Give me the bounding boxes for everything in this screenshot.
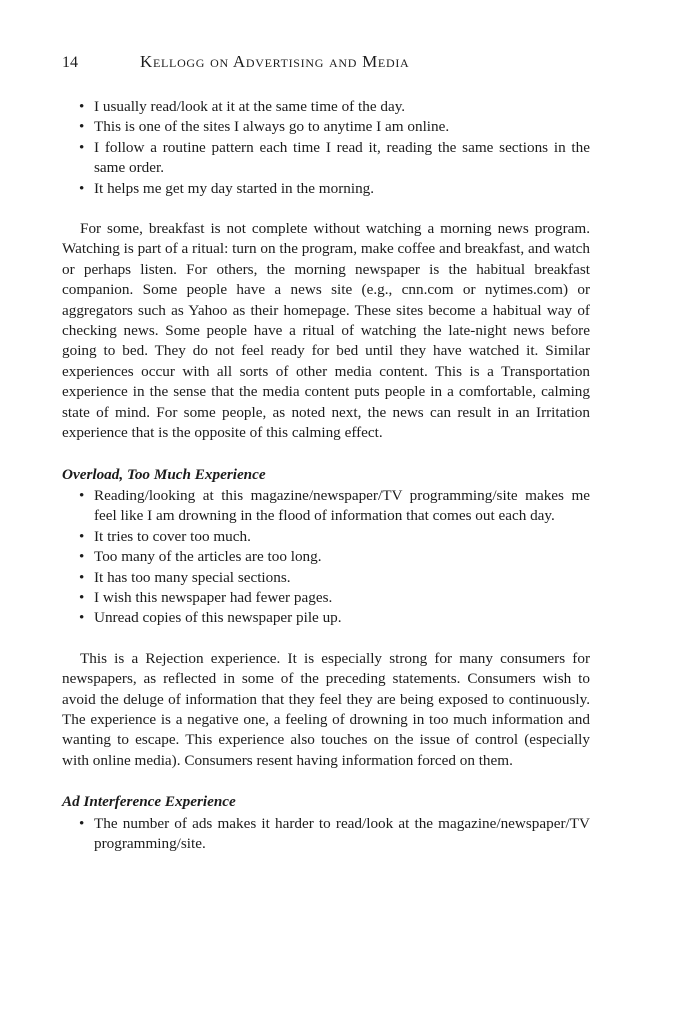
list-item-text: The number of ads makes it harder to read/look at the magazine/newspaper/TV programming/site. <box>94 814 590 852</box>
list-item <box>62 486 590 527</box>
list-item-text: Unread copies of this newspaper pile up. <box>94 609 342 627</box>
page-number: 14 <box>62 54 78 71</box>
bullet-icon: • <box>79 118 85 136</box>
bullet-icon: • <box>79 98 85 115</box>
list-item-text: It has too many special sections. <box>94 568 291 586</box>
list-item <box>62 179 590 199</box>
list-item-text: It tries to cover too much. <box>94 527 251 545</box>
bullet-icon: • <box>79 138 85 156</box>
body-paragraph-rejection: This is a Rejection experience. It is especially strong for many consumers for newspapers, as reflected in some of the preceding statements. Consumers wish to avoid the deluge of information that they feel they are being exposed to continuously. The experience is a negative one, a feeling of drowning in too much information and wanting to escape. This experience also touches on the issue of control (especially with online media). Consumers resent having information forced on them. <box>62 649 590 769</box>
bullet-list-overload <box>62 486 590 629</box>
section-heading-overload: Overload, Too Much Experience <box>62 465 266 483</box>
list-item-text: This is one of the sites I always go to anytime I am online. <box>94 118 450 136</box>
list-item-text: Too many of the articles are too long. <box>94 548 322 566</box>
list-item <box>62 97 590 117</box>
list-item-text: I follow a routine pattern each time I read it, reading the same sections in the same order. <box>94 138 590 177</box>
bullet-icon: • <box>79 609 85 627</box>
list-item-text: It helps me get my day started in the morning. <box>94 179 375 197</box>
document-page <box>62 52 590 854</box>
bullet-icon: • <box>79 568 85 586</box>
list-item <box>62 568 590 588</box>
list-item <box>62 608 590 628</box>
list-item <box>62 547 590 567</box>
bullet-icon: • <box>79 814 85 832</box>
list-item <box>62 588 590 608</box>
bullet-icon: • <box>79 486 85 504</box>
page-header <box>62 52 590 78</box>
section-heading-ad-interference: Ad Interference Experience <box>62 793 236 811</box>
running-title: Kellogg on Advertising and Media <box>140 52 410 71</box>
list-item-text: I wish this newspaper had fewer pages. <box>94 588 333 606</box>
bullet-list-habit <box>62 97 590 199</box>
bullet-icon: • <box>79 527 85 545</box>
list-item <box>62 814 590 855</box>
body-paragraph-ritual: For some, breakfast is not complete without watching a morning news program. Watching is part of a ritual: turn on the program, make coffee and breakfast, and watch or perhaps listen. For others, the morning newspaper is the habitual breakfast companion. Some people have a news site (e.g., cnn.com or nytimes.com) or aggregators such as Yahoo as their homepage. These sites become a habitual way of checking news. Some people have a ritual of watching the late-night news before going to bed. They do not feel ready for bed until they have watched it. Similar experiences occur with all sorts of other media content. This is a Transportation experience in the sense that the media content puts people in a comfortable, calming state of mind. For some people, as noted next, the news can result in an Irritation experience that is the opposite of this calming effect. <box>62 220 590 442</box>
list-item <box>62 138 590 179</box>
list-item <box>62 117 590 137</box>
bullet-icon: • <box>79 588 85 606</box>
bullet-icon: • <box>79 179 85 197</box>
list-item <box>62 527 590 547</box>
list-item-text: Reading/looking at this magazine/newspaper/TV programming/site makes me feel like I am drowning in the flood of information that comes out each day. <box>94 486 590 525</box>
bullet-icon: • <box>79 548 85 566</box>
list-item-text: I usually read/look at it at the same time of the day. <box>94 98 406 115</box>
bullet-list-ad-interference <box>62 814 590 855</box>
